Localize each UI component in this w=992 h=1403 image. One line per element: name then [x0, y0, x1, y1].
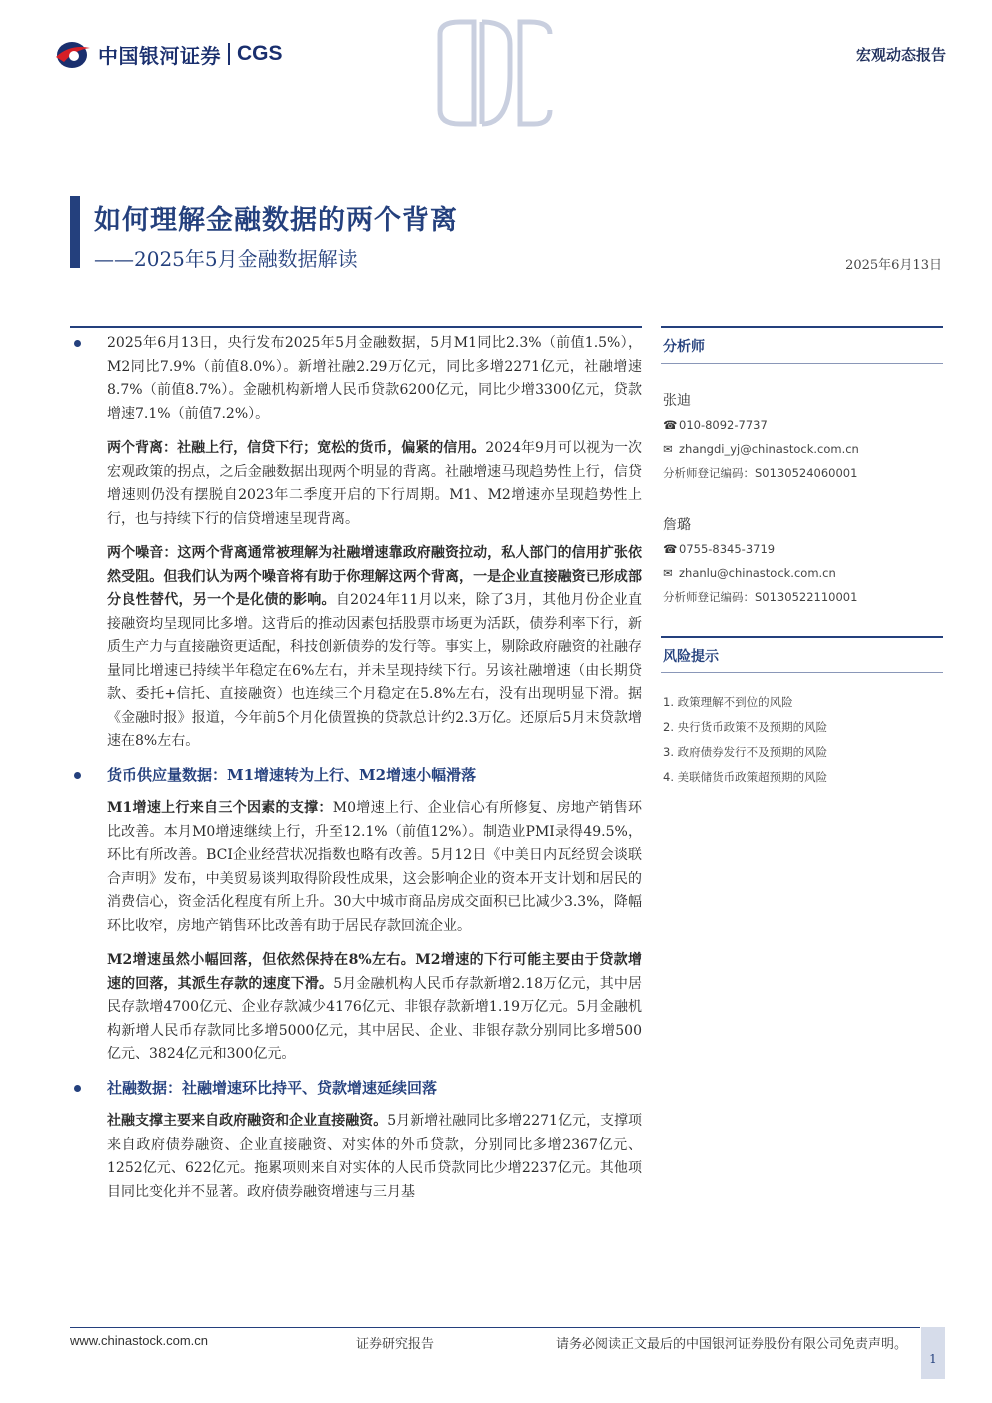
paragraph-two-divergences [107, 437, 642, 531]
bullet-icon [74, 772, 81, 779]
main-content [70, 332, 642, 1204]
analyst-name: 张迪 [663, 393, 691, 409]
logo-text-en: CGS [237, 42, 283, 65]
section-title: 货币供应量数据：M1增速转为上行、M2增速小幅滑落 [107, 765, 477, 784]
paragraph-text: 2024年9月可以视为一次宏观政策的拐点，之后金融数据出现两个明显的背离。社融增速马现趋势性上行，信贷增速则仍没有摆脱自2023年二季度开启的下行周期。M1、M2增速亦呈现趋势性上行，也与持续下行的信贷增速呈现背离。 [107, 440, 642, 527]
report-type-label: 宏观动态报告 [855, 46, 946, 64]
bullet-icon [74, 340, 81, 347]
logo-text-cn: 中国银河证券 [98, 43, 221, 68]
footer-report-label: 证券研究报告 [356, 1337, 435, 1352]
analyst-name: 詹璐 [663, 517, 691, 533]
footer-disclaimer: 请务必阅读正文最后的中国银河证券股份有限公司免责声明。 [556, 1337, 908, 1352]
company-logo [52, 34, 283, 74]
cgs-watermark-icon [430, 14, 560, 132]
phone-number: 010-8092-7737 [679, 418, 768, 432]
paragraph-lead: 两个噪音：这两个背离通常被理解为社融增速靠政府融资拉动，私人部门的信用扩张依然受阻。但我们认为两个噪音将有助于你理解这两个背离，一是企业直接融资已形成部分良性替代，另一个是化债的影响。 [107, 545, 642, 608]
paragraph-text: 5月金融机构人民币存款新增2.18万亿元，其中居民存款增4700亿元、企业存款减少4176亿元、非银存款新增1.19万亿元。5月金融机构新增人民币存款同比多增5000亿元，其中居民、企业、非银存款分别同比多增500亿元、3824亿元和300亿元。 [107, 975, 642, 1062]
sidebar-divider [661, 363, 943, 364]
risk-item: 2. 央行货币政策不及预期的风险 [663, 720, 828, 734]
galaxy-logo-icon [52, 34, 92, 74]
risk-item: 4. 美联储货币政策超预期的风险 [663, 770, 828, 784]
section-title: 社融数据：社融增速环比持平、贷款增速延续回落 [107, 1078, 438, 1097]
summary-bullet [70, 332, 642, 426]
paragraph-social-financing [107, 1110, 642, 1204]
page-number: 1 [929, 1352, 937, 1366]
risk-heading: 风险提示 [663, 649, 719, 665]
paragraph-text: M0增速上行、企业信心有所修复、房地产销售环比改善。本月M0增速继续上行，升至12.1%（前值12%）。制造业PMI录得49.5%，环比有所改善。BCI企业经营状况指数也略有改善。5月12日《中美日内瓦经贸会谈联合声明》发布，中美贸易谈判取得阶段性成果，这会影响企业的资本开支计划和居民的消费信心，资金活化程度有所上升。30大中城市商品房成交面积已比减少3.3%，降幅环比收窄，房地产销售环比改善有助于居民存款回流企业。 [107, 800, 642, 934]
paragraph-text: 5月新增社融同比多增2271亿元，支撑项来自政府债券融资、企业直接融资、对实体的外币贷款，分别同比多增2367亿元、1252亿元、622亿元。拖累项则来自对实体的人民币贷款同比少增2237亿元。其他项目同比变化并不显著。政府债券融资增速与三月基 [107, 1113, 643, 1200]
paragraph-block [70, 1110, 642, 1204]
analyst-email[interactable] [663, 566, 836, 580]
email-address[interactable]: zhangdi_yj@chinastock.com.cn [679, 442, 859, 456]
sidebar-top-rule [661, 326, 943, 328]
paragraph-lead: M2增速虽然小幅回落，但依然保持在8%左右。M2增速的下行可能主要由于贷款增速的回落，其派生存款的速度下滑。 [107, 952, 642, 992]
risk-top-rule [661, 636, 943, 638]
sidebar [661, 326, 943, 796]
paragraph-text: 自2024年11月以来，除了3月，其他月份企业直接融资均呈现同比多增。这背后的推动因素包括股票市场更为活跃，债券利率下行，新质生产力与直接融资更适配，科技创新债券的发行等。事实上，剔除政府融资的社融存量同比增速已持续半年稳定在6%左右，并未呈现持续下行。另该社融增速（由长期贷款、委托+信托、直接融资）也连续三个月稳定在5.8%左右，没有出现明显下滑。据《金融时报》报道，今年前5个月化债置换的贷款总计约2.3万亿。还原后5月末贷款增速在8%左右。 [107, 592, 643, 749]
phone-icon: ☎ [663, 542, 678, 556]
paragraph-block [70, 797, 642, 1067]
paragraph-m2 [107, 949, 642, 1067]
analyst-registration: 分析师登记编码：S0130524060001 [663, 466, 858, 480]
analyst-registration: 分析师登记编码：S0130522110001 [663, 590, 858, 604]
report-subtitle: ——2025年5月金融数据解读 [94, 247, 358, 271]
risk-item: 1. 政策理解不到位的风险 [663, 695, 793, 709]
paragraph-lead: M1增速上行来自三个因素的支撑： [107, 800, 333, 816]
analyst-phone [663, 542, 775, 556]
phone-number: 0755-8345-3719 [679, 542, 776, 556]
report-title: 如何理解金融数据的两个背离 [94, 205, 458, 236]
paragraph-m1 [107, 797, 642, 938]
analyst-email[interactable] [663, 442, 859, 456]
analyst-phone [663, 418, 768, 432]
risk-item: 3. 政府债券发行不及预期的风险 [663, 745, 828, 759]
phone-icon: ☎ [663, 418, 678, 432]
section-heading-social-financing [70, 1077, 642, 1101]
paragraph-block [70, 437, 642, 754]
main-top-rule [70, 326, 642, 328]
summary-paragraph: 2025年6月13日，央行发布2025年5月金融数据，5月M1同比2.3%（前值1.5%），M2同比7.9%（前值8.0%）。新增社融2.29万亿元，同比多增2271亿元，社融增速8.7%（前值8.7%）。金融机构新增人民币贷款6200亿元，同比少增3300亿元，贷款增速7.1%（前值7.2%）。 [107, 335, 642, 422]
footer-rule [70, 1327, 920, 1328]
section-heading-money-supply [70, 764, 642, 788]
sidebar-divider [661, 672, 943, 673]
email-icon: ✉ [663, 566, 673, 580]
email-address[interactable]: zhanlu@chinastock.com.cn [679, 566, 836, 580]
paragraph-lead: 两个背离：社融上行，信贷下行；宽松的货币，偏紧的信用。 [107, 440, 486, 456]
paragraph-lead: 社融支撑主要来自政府融资和企业直接融资。 [107, 1113, 388, 1129]
analyst-heading: 分析师 [663, 339, 705, 355]
bullet-icon [74, 1085, 81, 1092]
report-date: 2025年6月13日 [845, 258, 942, 273]
logo-divider [228, 43, 230, 65]
title-accent-bar [70, 196, 80, 268]
footer-website-link[interactable]: www.chinastock.com.cn [70, 1333, 208, 1348]
email-icon: ✉ [663, 442, 673, 456]
paragraph-two-noises [107, 542, 642, 754]
